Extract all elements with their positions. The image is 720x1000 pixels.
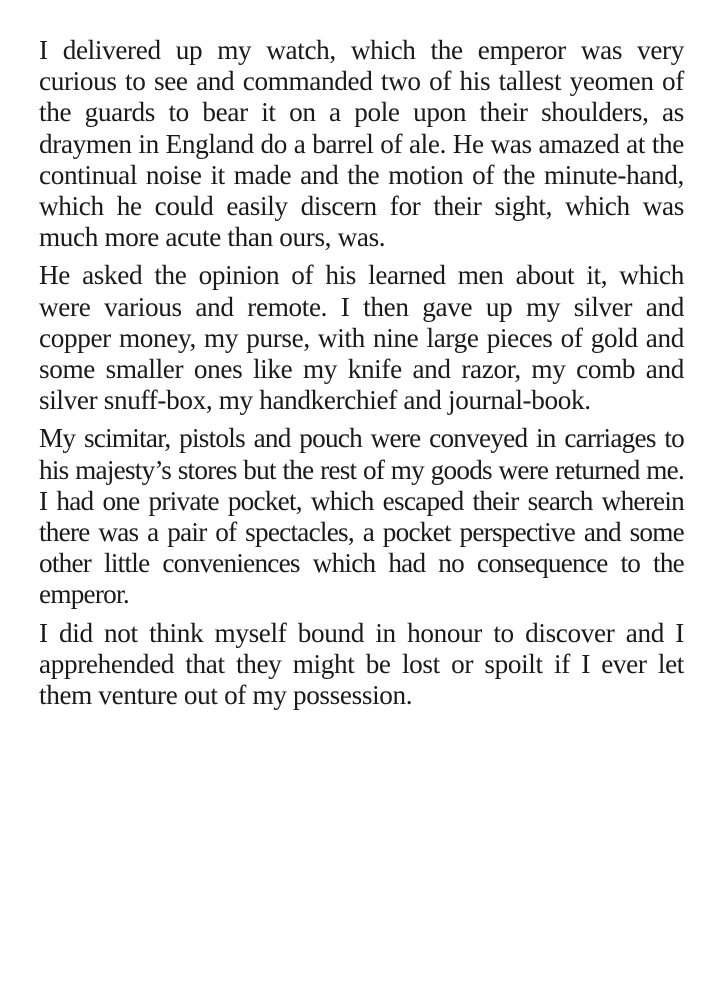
paragraph-2: He asked the opinion of his learned men about it, which were various and remote. I then gave up my silver and copper money, my purse, with nine large pieces of gold and some smaller ones like my knife and razor, my comb and silver snuff-box, my handkerchief and journal-book. [39,260,684,416]
paragraph-3: My scimitar, pistols and pouch were conveyed in carriages to his majesty’s stores but the rest of my goods were returned me. I had one private pocket, which escaped their search wherein there was a pair of spectacles, a pocket perspective and some other little conveniences which had no consequence to the emperor. [39,423,684,610]
page-body [39,35,684,718]
paragraph-1: I delivered up my watch, which the emperor was very curious to see and commanded two of his tallest yeomen of the guards to bear it on a pole upon their shoulders, as draymen in England do a barrel of ale. He was amazed at the continual noise it made and the motion of the minute-hand, which he could easily discern for their sight, which was much more acute than ours, was. [39,35,684,253]
paragraph-4: I did not think myself bound in honour to discover and I apprehended that they might be lost or spoilt if I ever let them venture out of my possession. [39,617,684,711]
